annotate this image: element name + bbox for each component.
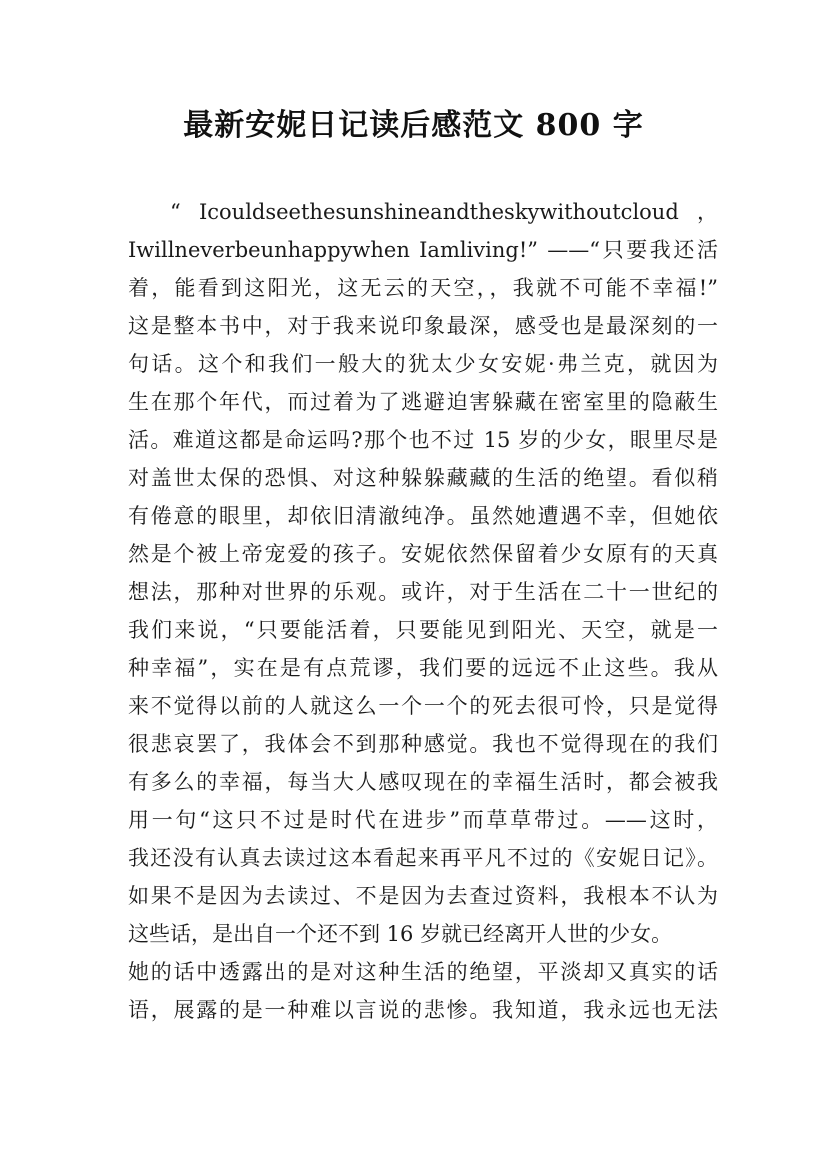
document-title: 最新安妮日记读后感范文 800 字 [183,108,644,143]
text-line: 着，能看到这阳光，这无云的天空，，我就不可能不幸福!” [128,276,718,300]
text-line: 用一句“这只不过是时代在进步”而草草带过。——这时， [128,808,718,832]
text-line: “ Icouldseethesunshineandtheskywithoutcloud ， [170,200,718,224]
text-line: 我还没有认真去读过这本看起来再平凡不过的《安妮日记》。 [128,846,718,870]
text-line: 想法，那种对世界的乐观。或许，对于生活在二十一世纪的 [128,580,718,604]
document-body [128,193,718,1029]
text-line: 她的话中透露出的是对这种生活的绝望，平淡却又真实的话 [128,960,718,984]
text-line: 这是整本书中，对于我来说印象最深，感受也是最深刻的一 [128,314,718,338]
text-line: 然是个被上帝宠爱的孩子。安妮依然保留着少女原有的天真 [128,542,718,566]
text-line: 生在那个年代，而过着为了逃避迫害躲藏在密室里的隐蔽生 [128,390,718,414]
text-line: 句话。这个和我们一般大的犹太少女安妮·弗兰克，就因为 [128,352,718,376]
text-line: 有多么的幸福，每当大人感叹现在的幸福生活时，都会被我 [128,770,718,794]
text-line: 对盖世太保的恐惧、对这种躲躲藏藏的生活的绝望。看似稍 [128,466,718,490]
text-line: Iwillneverbeunhappywhen Iamliving!” ——“只要我还活 [128,238,718,262]
text-line: 活。难道这都是命运吗?那个也不过 15 岁的少女，眼里尽是 [128,428,718,452]
text-line: 种幸福”，实在是有点荒谬，我们要的远远不止这些。我从 [128,656,718,680]
text-line: 如果不是因为去读过、不是因为去查过资料，我根本不认为 [128,884,718,908]
text-line: 很悲哀罢了，我体会不到那种感觉。我也不觉得现在的我们 [128,732,718,756]
text-line: 来不觉得以前的人就这么一个一个的死去很可怜，只是觉得 [128,694,718,718]
text-line: 这些话，是出自一个还不到 16 岁就已经离开人世的少女。 [128,922,673,946]
text-line: 有倦意的眼里，却依旧清澈纯净。虽然她遭遇不幸，但她依 [128,504,718,528]
text-line: 语，展露的是一种难以言说的悲惨。我知道，我永远也无法 [128,998,718,1022]
text-line: 我们来说，“只要能活着，只要能见到阳光、天空，就是一 [128,618,718,642]
